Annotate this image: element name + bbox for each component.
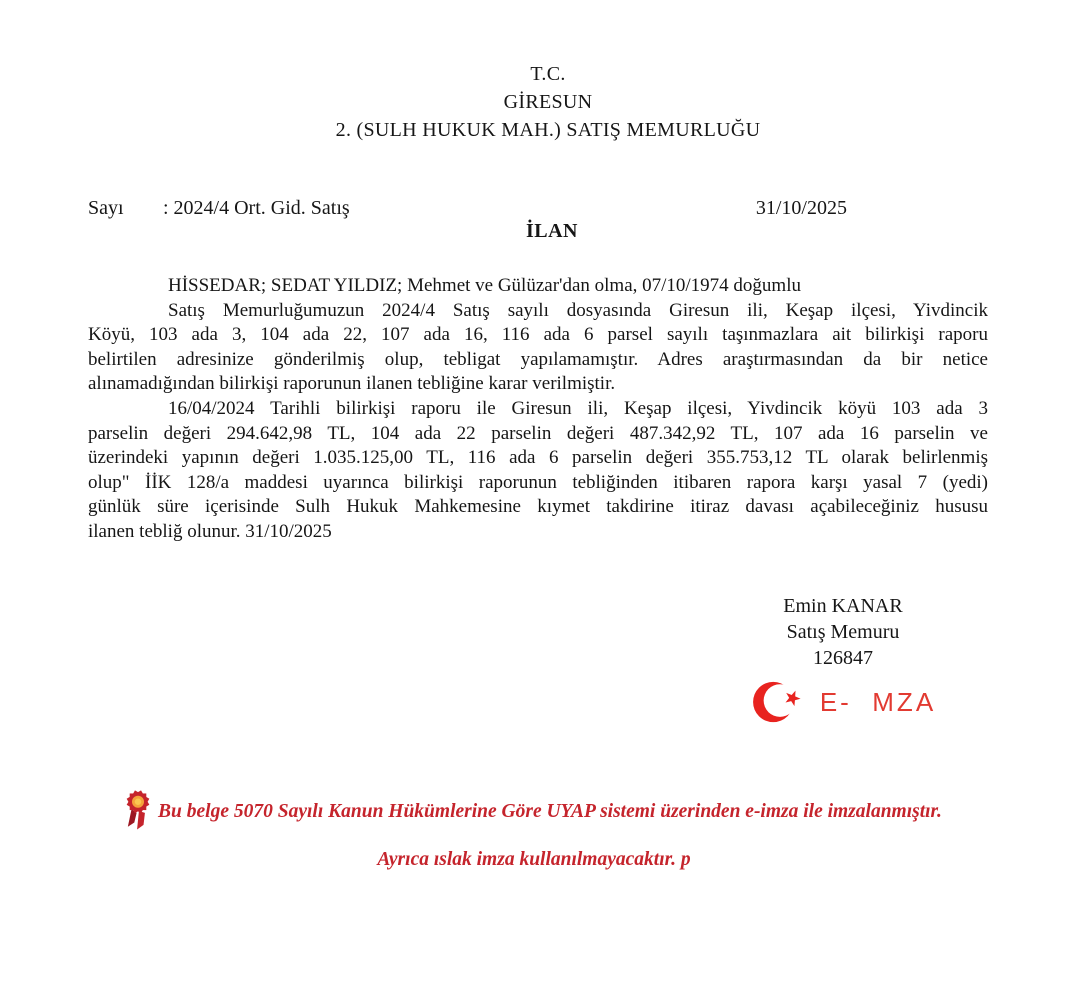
crescent-star-icon: [750, 678, 808, 726]
signer-title: Satış Memuru: [786, 621, 900, 643]
signer-registry-no: 126847: [813, 647, 873, 669]
body-line: üzerindeki yapının değeri 1.035.125,00 TL, 116 ada 6 parselin değeri 355.753,12 TL olarak belirlenmiş: [88, 447, 988, 469]
body-line: Satış Memurluğumuzun 2024/4 Satış sayılı dosyasında Giresun ili, Keşap ilçesi, Yivdincik: [168, 299, 988, 321]
esignature-mark: [700, 678, 986, 726]
case-number-value: : 2024/4 Ort. Gid. Satış: [163, 197, 350, 219]
body-line: belirtilen adresinize gönderilmiş olup, tebligat yapılamamıştır. Adres araştırmasından da bir netice: [88, 348, 988, 370]
document-date: 31/10/2025: [755, 197, 847, 219]
uyap-footer: [0, 789, 1068, 873]
letterhead-city: GİRESUN: [503, 91, 593, 113]
body-line: ilanen tebliğ olunur. 31/10/2025: [88, 520, 332, 542]
body-line: olup" İİK 128/a maddesi uyarınca bilirkişi raporunun tebliğinden itibaren rapora karşı yasal 7 (yedi): [88, 471, 988, 493]
body-line: Köyü, 103 ada 3, 104 ada 22, 107 ada 16, 116 ada 6 parsel sayılı taşınmazlara ait bilirkişi raporu: [88, 324, 988, 346]
letterhead: [64, 60, 1032, 144]
body-line: parselin değeri 294.642,98 TL, 104 ada 22 parselin değeri 487.342,92 TL, 107 ada 16 parselin ve: [88, 422, 988, 444]
footer-disclaimer-text: Bu belge 5070 Sayılı Kanun Hükümlerine Göre UYAP sistemi üzerinden e-imza ile imzalanmıştır.: [158, 800, 942, 822]
footer-wet-signature-note: Ayrıca ıslak imza kullanılmayacaktır. p: [377, 849, 691, 870]
case-number-label: Sayı: [88, 197, 124, 219]
letterhead-republic: T.C.: [530, 63, 566, 85]
body-line: HİSSEDAR; SEDAT YILDIZ; Mehmet ve Gülüzar'dan olma, 07/10/1974 doğumlu: [168, 275, 801, 296]
body-line: günlük süre içerisinde Sulh Hukuk Mahkemesine kıymet takdirine itiraz davası açabileceğiniz hususu: [88, 496, 988, 518]
footer-line1: [0, 789, 1068, 833]
seal-rosette-icon: [126, 789, 150, 833]
letterhead-office: 2. (SULH HUKUK MAH.) SATIŞ MEMURLUĞU: [335, 119, 761, 141]
document-body: [88, 274, 988, 545]
body-line: alınamadığından bilirkişi raporunun ilanen tebliğine karar verilmiştir.: [88, 373, 616, 395]
body-line: 16/04/2024 Tarihli bilirkişi raporu ile Giresun ili, Keşap ilçesi, Yivdincik köyü 103 ada 3: [168, 397, 988, 419]
signature-block: [700, 593, 986, 726]
esignature-label: E- MZA: [819, 687, 937, 717]
signer-name: Emin KANAR: [783, 595, 903, 617]
document-title: İLAN: [525, 220, 578, 242]
